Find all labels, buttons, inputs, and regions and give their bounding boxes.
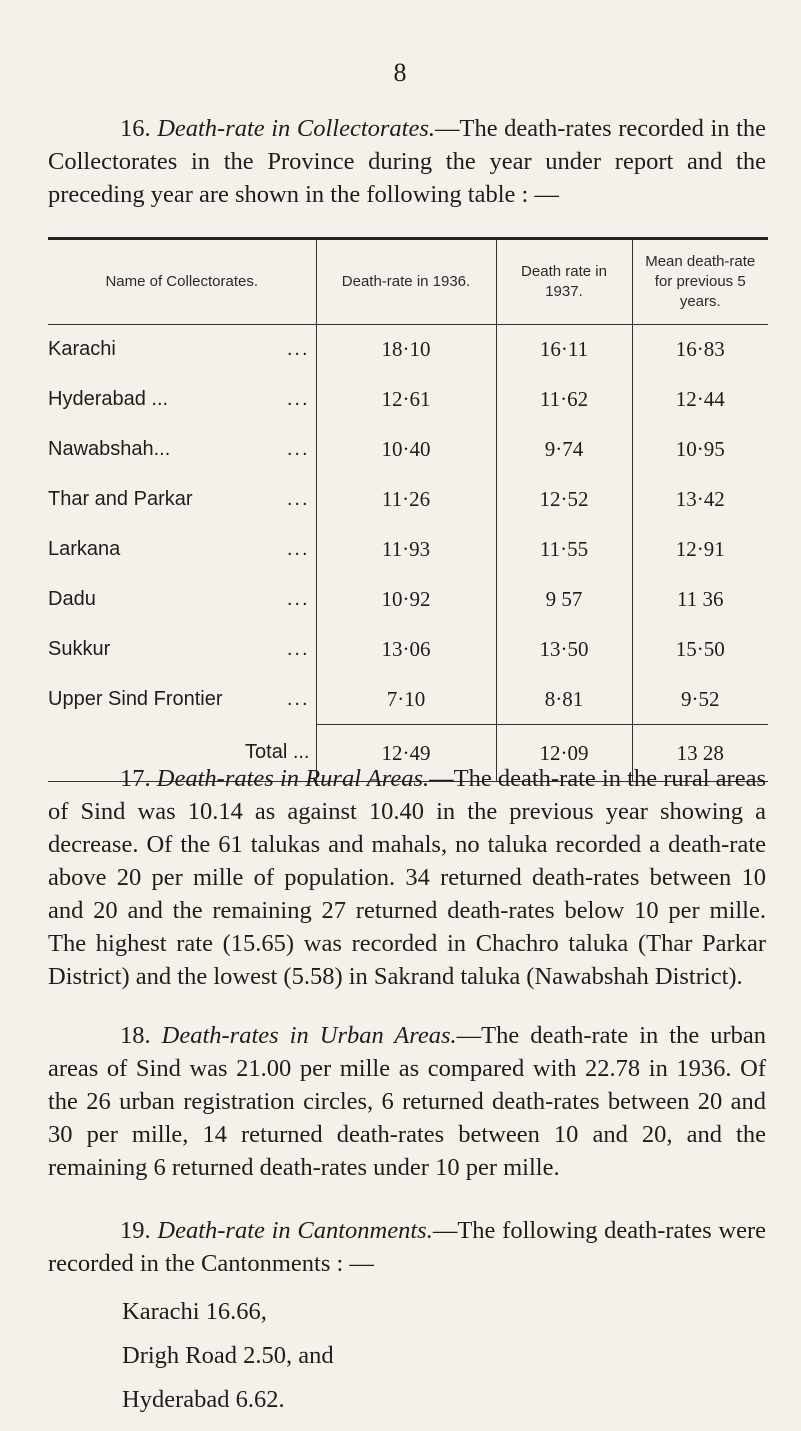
rate-mean: 12·91 [632, 525, 768, 575]
total-1936: 12·49 [316, 725, 496, 782]
cantonment-list [122, 1290, 334, 1422]
leader-dots: ... [286, 688, 310, 710]
column-header-1937: Death rate in 1937. [496, 239, 632, 325]
rate-mean: 11 36 [632, 575, 768, 625]
table-header-row [48, 239, 768, 325]
paragraph-heading: Death-rates in Urban Areas. [161, 1022, 457, 1049]
list-item: Karachi 16.66, [122, 1298, 267, 1325]
rate-1936: 12·61 [316, 375, 496, 425]
collectorate-name: Larkana [48, 538, 121, 560]
rate-1936: 10·40 [316, 425, 496, 475]
paragraph-number: 16. [120, 115, 151, 142]
paragraph-number: 17. [120, 765, 151, 792]
leader-dots: ... [286, 488, 310, 510]
rate-1936: 18·10 [316, 325, 496, 375]
collectorate-name: Karachi [48, 338, 116, 361]
table-row [48, 575, 768, 625]
column-header-mean: Mean death-rate for previous 5 years. [632, 239, 768, 325]
leader-dots: ... [286, 538, 310, 560]
paragraph-heading: Death-rate in Cantonments. [157, 1217, 433, 1244]
rate-1937: 11·55 [496, 525, 632, 575]
column-header-1936: Death-rate in 1936. [316, 239, 496, 325]
rate-1937: 12·52 [496, 475, 632, 525]
rate-mean: 12·44 [632, 375, 768, 425]
rate-1936: 10·92 [316, 575, 496, 625]
collectorate-name: Sukkur [48, 638, 111, 660]
paragraph-17 [48, 762, 766, 993]
rate-1937: 16·11 [496, 325, 632, 375]
table-row [48, 525, 768, 575]
rate-1937: 13·50 [496, 625, 632, 675]
list-item: Drigh Road 2.50, and [122, 1342, 334, 1369]
paragraph-18 [48, 1019, 766, 1184]
total-label: Total ... [48, 725, 316, 782]
rate-mean: 13·42 [632, 475, 768, 525]
leader-dots: ... [286, 588, 310, 610]
table-row [48, 675, 768, 725]
page-number: 8 [393, 58, 408, 87]
collectorate-name: Hyderabad ... [48, 388, 169, 410]
paragraph-19 [48, 1214, 766, 1280]
rate-1937: 11·62 [496, 375, 632, 425]
column-header-collectorate: Name of Collectorates. [105, 273, 259, 290]
leader-dots: ... [286, 388, 310, 410]
table-row [48, 325, 768, 375]
rate-mean: 16·83 [632, 325, 768, 375]
rate-1936: 11·93 [316, 525, 496, 575]
rate-1937: 9·74 [496, 425, 632, 475]
leader-dots: ... [286, 338, 310, 361]
leader-dots: ... [286, 438, 310, 460]
leader-dots: ... [286, 638, 310, 660]
death-rate-table [48, 237, 768, 765]
collectorate-name: Dadu [48, 588, 96, 610]
table-row [48, 625, 768, 675]
paragraph-text: —The death-rate in the rural areas of Sind was 10.14 as against 10.40 in the previous year showing a decrease. Of the 61 talukas and mahals, no taluka recorded a death-rate above 20 per mille of population. 34 returned death-rates between 10 and 20 and the remaining 27 returned death-rates below 10 per mille. The highest rate (15.65) was recorded in Chachro taluka (Thar Parkar District) and the lowest (5.58) in Sakrand taluka (Nawabshah District). [48, 765, 767, 990]
collectorate-name: Upper Sind Frontier [48, 688, 223, 710]
paragraph-heading: Death-rate in Collectorates. [157, 115, 436, 142]
table-row [48, 425, 768, 475]
paragraph-16 [48, 112, 766, 211]
rate-1936: 13·06 [316, 625, 496, 675]
rate-mean: 10·95 [632, 425, 768, 475]
paragraph-number: 18. [120, 1022, 151, 1049]
rate-1937: 8·81 [496, 675, 632, 725]
paragraph-text: —The following death-rates were recorded in the Cantonments : — [48, 1217, 766, 1277]
list-item: Hyderabad 6.62. [122, 1386, 285, 1413]
rate-1937: 9 57 [496, 575, 632, 625]
rate-mean: 15·50 [632, 625, 768, 675]
collectorate-name: Thar and Parkar [48, 488, 193, 510]
total-mean: 13 28 [632, 725, 768, 782]
paragraph-text: —The death-rate in the urban areas of Sind was 21.00 per mille as compared with 22.78 in 1936. Of the 26 urban registration circles, 6 returned death-rates between 20 and 30 per mille, 14 returned death-rates between 10 and 20, and the remaining 6 returned death-rates under 10 per mille. [48, 1022, 766, 1181]
paragraph-text: —The death-rates recorded in the Collectorates in the Province during the year under report and the preceding year are shown in the following table : — [48, 115, 766, 208]
table-row [48, 475, 768, 525]
rate-mean: 9·52 [632, 675, 768, 725]
rate-1936: 7·10 [316, 675, 496, 725]
paragraph-number: 19. [120, 1217, 151, 1244]
rate-1936: 11·26 [316, 475, 496, 525]
table-row [48, 375, 768, 425]
total-1937: 12·09 [496, 725, 632, 782]
paragraph-heading: Death-rates in Rural Areas. [156, 765, 430, 792]
collectorate-name: Nawabshah... [48, 438, 171, 460]
